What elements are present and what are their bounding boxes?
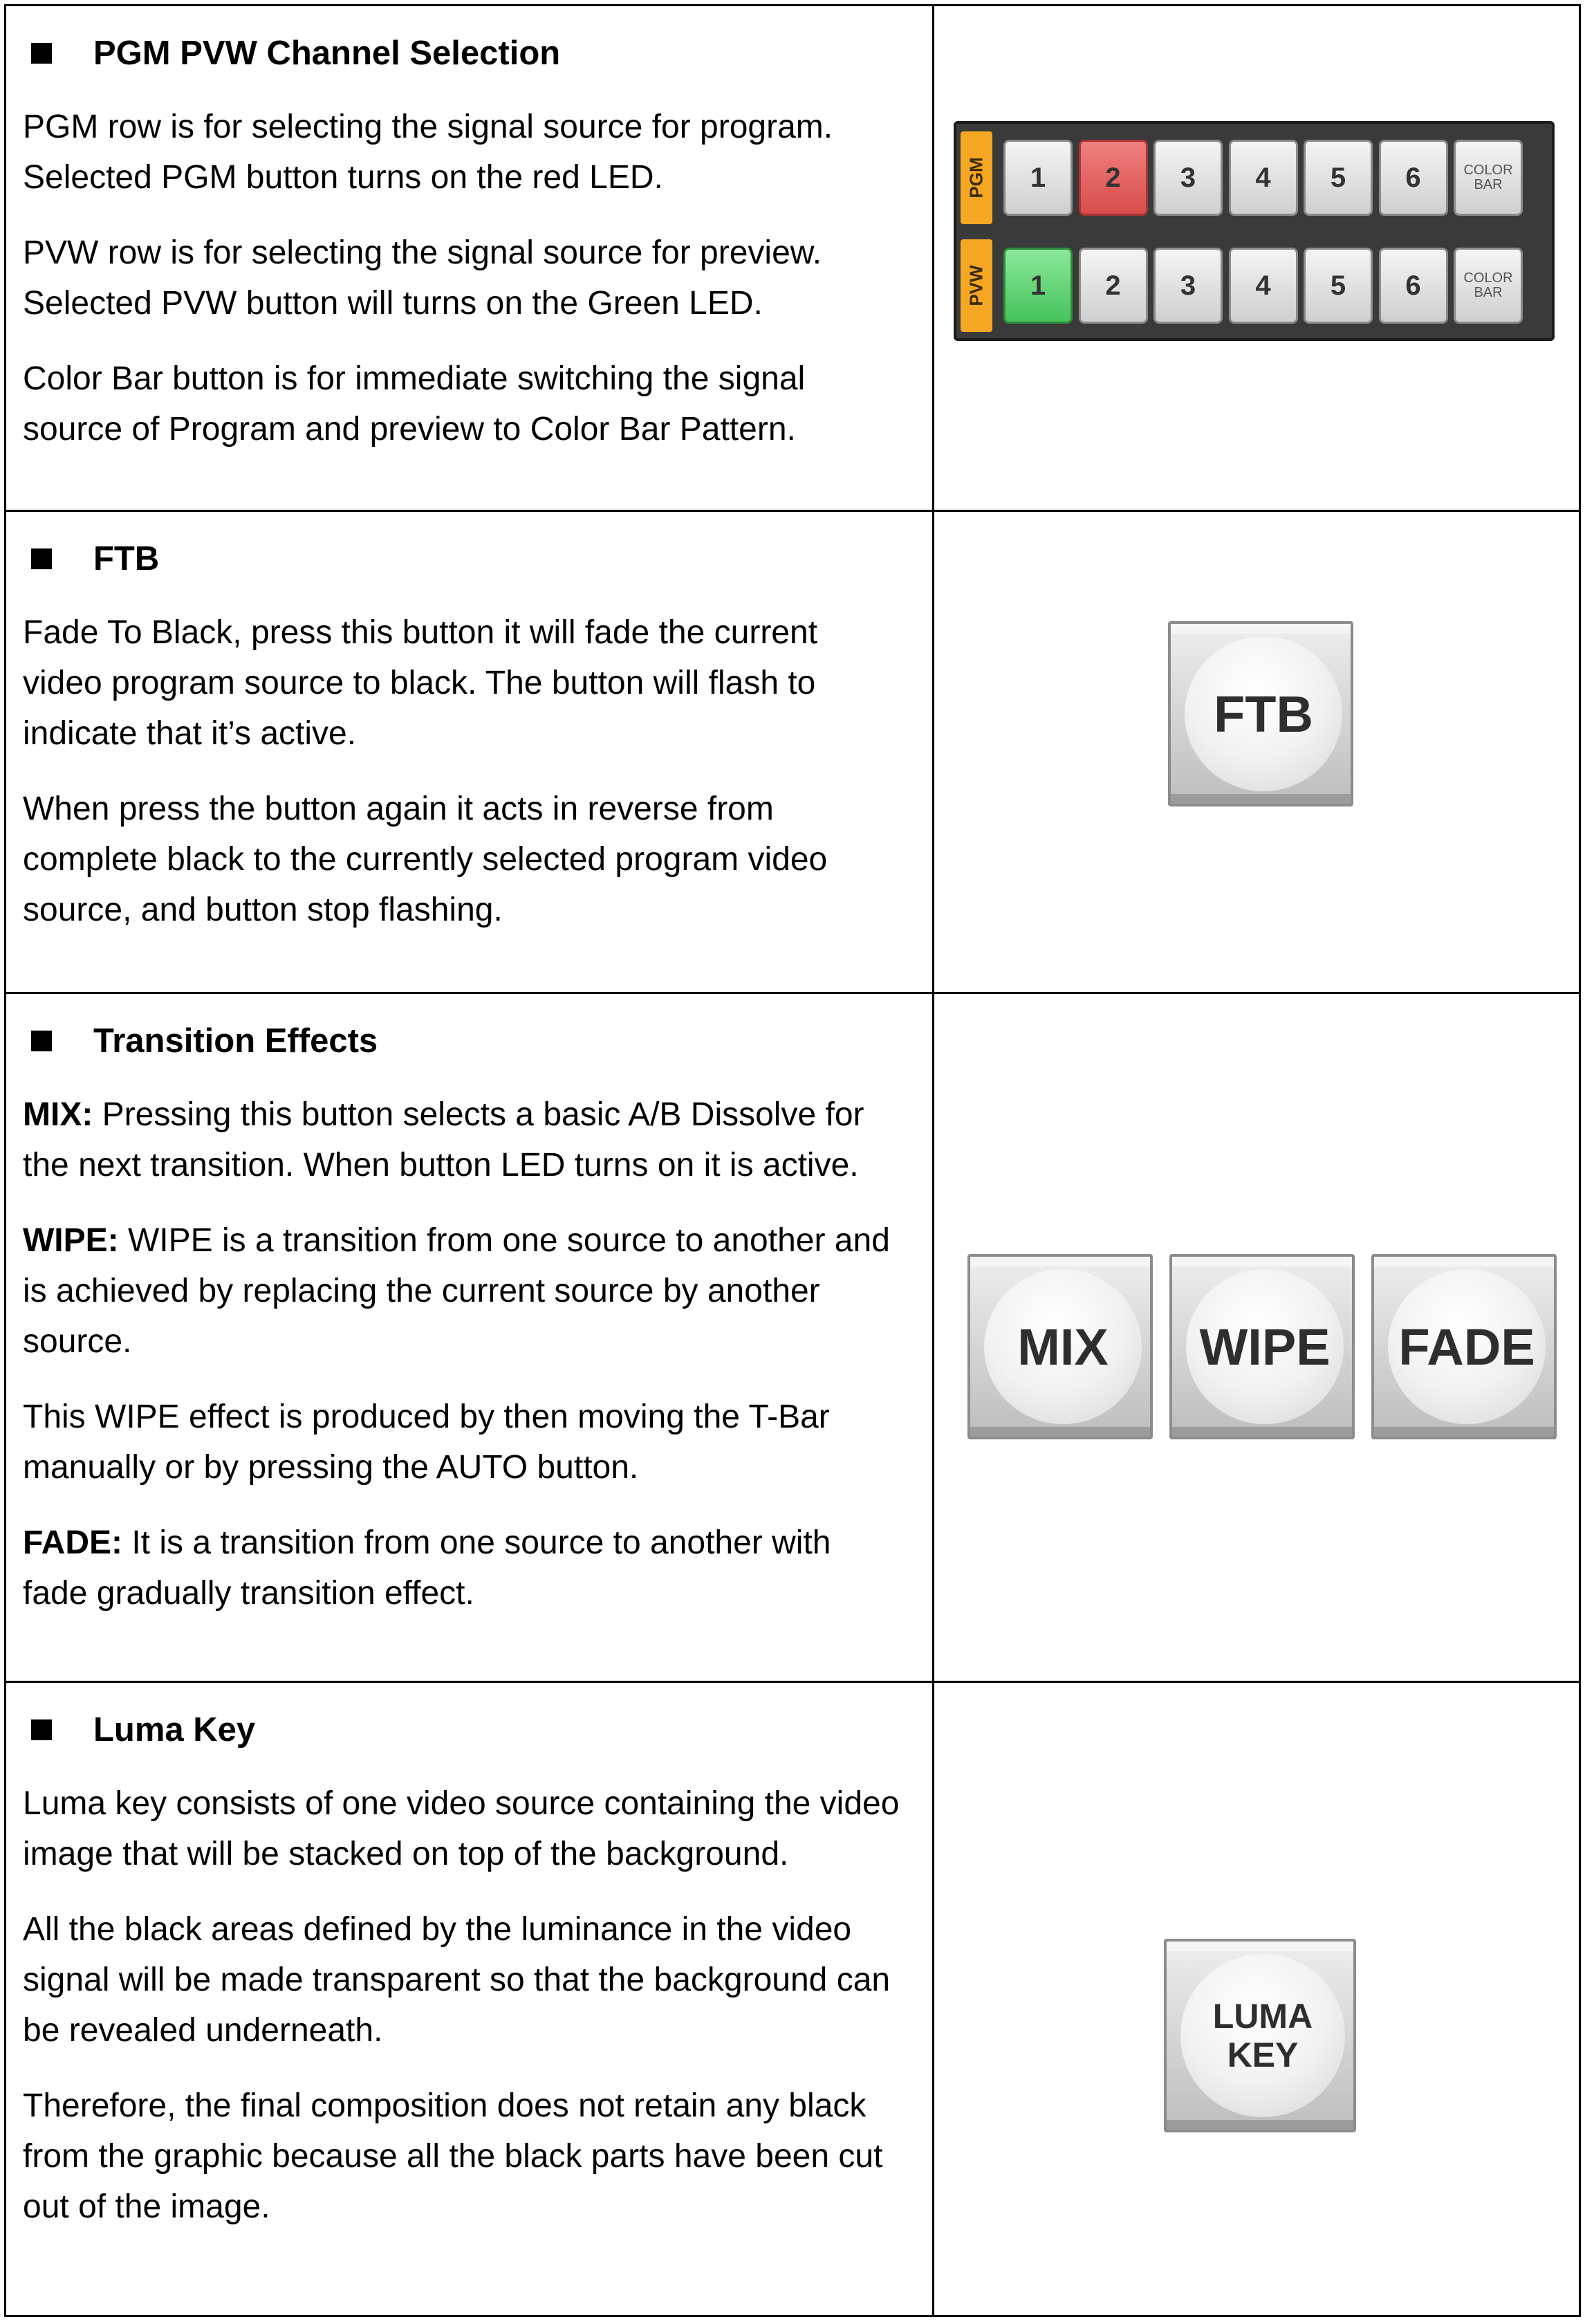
paragraph xyxy=(23,607,916,759)
key-text: COLOR xyxy=(1463,163,1513,178)
pgm-key-6[interactable]: 6 xyxy=(1379,140,1448,216)
text-line: Color Bar button is for immediate switching the signal xyxy=(23,360,806,397)
button-disc xyxy=(1185,636,1342,791)
pgm-key-2[interactable]: 2 xyxy=(1079,140,1148,216)
pgm-pvw-panel xyxy=(954,121,1555,341)
paragraph xyxy=(23,1778,916,1879)
section-row-ftb xyxy=(6,511,1580,993)
button-disc xyxy=(1186,1269,1344,1424)
mix-button[interactable] xyxy=(967,1254,1153,1439)
section-title: FTB xyxy=(93,540,160,578)
pgm-color-bar-key[interactable] xyxy=(1454,140,1523,216)
paragraph xyxy=(23,228,916,329)
paragraph xyxy=(23,784,916,935)
paragraph xyxy=(23,1215,916,1367)
luma-key-label xyxy=(1213,1997,1313,2074)
text-line: from the graphic because all the black parts have been cut xyxy=(23,2138,883,2175)
key-text: COLOR xyxy=(1463,270,1513,286)
section-text-cell xyxy=(6,1682,934,2316)
text-line: is achieved by replacing the current source by another xyxy=(23,1273,820,1309)
text-line: PVW row is for selecting the signal source for preview. xyxy=(23,234,822,271)
fade-button[interactable] xyxy=(1371,1254,1557,1439)
key-text: KEY xyxy=(1227,2036,1299,2074)
key-text: BAR xyxy=(1474,177,1503,192)
luma-key-button[interactable] xyxy=(1164,1939,1356,2132)
section-image-cell xyxy=(934,1682,1580,2316)
section-text-cell xyxy=(6,511,934,993)
section-title: PGM PVW Channel Selection xyxy=(93,35,561,72)
section-row-pgm-pvw xyxy=(6,6,1580,511)
square-bullet-icon xyxy=(31,1719,52,1740)
paragraph-lead: FADE: xyxy=(23,1524,122,1561)
paragraph xyxy=(23,353,916,454)
text-line: manually or by pressing the AUTO button. xyxy=(23,1449,639,1486)
text-line: source. xyxy=(23,1323,132,1360)
pvw-key-5[interactable]: 5 xyxy=(1304,248,1373,324)
pvw-key-2[interactable]: 2 xyxy=(1079,248,1148,324)
pvw-color-bar-key[interactable] xyxy=(1454,248,1523,324)
paragraph xyxy=(23,2081,916,2232)
text-line: be revealed underneath. xyxy=(23,2012,383,2049)
fade-label: FADE xyxy=(1398,1318,1535,1376)
paragraph-lead: WIPE: xyxy=(23,1222,119,1259)
text-line: Fade To Black, press this button it will fade the current xyxy=(23,614,818,651)
text-line: Selected PVW button will turns on the Green LED. xyxy=(23,285,763,322)
text-line: the next transition. When button LED turns on it is active. xyxy=(23,1147,859,1183)
key-text: BAR xyxy=(1474,285,1503,300)
button-disc xyxy=(1180,1954,1345,2117)
text-line: complete black to the currently selected program video xyxy=(23,841,828,878)
text-line: fade gradually transition effect. xyxy=(23,1575,474,1612)
text-line: indicate that it’s active. xyxy=(23,715,357,752)
text-line: Selected PGM button turns on the red LED. xyxy=(23,159,663,196)
section-heading xyxy=(23,33,916,74)
paragraph xyxy=(23,1392,916,1493)
text-line: Pressing this button selects a basic A/B Dissolve for xyxy=(93,1096,864,1133)
section-heading xyxy=(23,538,916,580)
pgm-row xyxy=(961,129,1529,226)
section-row-transition xyxy=(6,993,1580,1682)
text-line: PGM row is for selecting the signal source for program. xyxy=(23,109,833,145)
paragraph-lead: MIX: xyxy=(23,1096,93,1133)
text-line: This WIPE effect is produced by then moving the T-Bar xyxy=(23,1399,830,1435)
mix-label: MIX xyxy=(1017,1318,1109,1376)
pgm-key-1[interactable]: 1 xyxy=(1003,140,1073,216)
text-line: WIPE is a transition from one source to another and xyxy=(118,1222,890,1259)
section-heading xyxy=(23,1709,916,1751)
paragraph xyxy=(23,1904,916,2056)
section-text-cell xyxy=(6,6,934,511)
text-line: When press the button again it acts in reverse from xyxy=(23,791,774,827)
button-disc xyxy=(984,1269,1142,1424)
pgm-key-5[interactable]: 5 xyxy=(1304,140,1373,216)
section-row-luma-key xyxy=(6,1682,1580,2316)
paragraph xyxy=(23,102,916,203)
paragraph xyxy=(23,1089,916,1190)
wipe-button[interactable] xyxy=(1169,1254,1355,1439)
section-text-cell xyxy=(6,993,934,1682)
pvw-row-tag xyxy=(961,239,992,332)
section-image-cell xyxy=(934,993,1580,1682)
ftb-button[interactable] xyxy=(1168,621,1353,806)
pvw-key-6[interactable]: 6 xyxy=(1379,248,1448,324)
text-line: Luma key consists of one video source containing the video xyxy=(23,1785,900,1822)
text-line: signal will be made transparent so that the background can xyxy=(23,1962,891,1998)
pvw-row xyxy=(961,237,1529,334)
square-bullet-icon xyxy=(31,1031,52,1051)
paragraph xyxy=(23,1518,916,1618)
text-line: source, and button stop flashing. xyxy=(23,892,503,928)
section-heading xyxy=(23,1020,916,1062)
pvw-key-4[interactable]: 4 xyxy=(1229,248,1298,324)
text-line: It is a transition from one source to another with xyxy=(122,1524,831,1561)
section-title: Transition Effects xyxy=(93,1022,378,1060)
wipe-label: WIPE xyxy=(1199,1318,1331,1376)
key-text: LUMA xyxy=(1212,1997,1313,2036)
text-line: source of Program and preview to Color Bar Pattern. xyxy=(23,411,796,448)
manual-table xyxy=(4,4,1581,2317)
square-bullet-icon xyxy=(31,43,52,64)
text-line: Therefore, the final composition does not retain any black xyxy=(23,2087,866,2124)
ftb-label: FTB xyxy=(1214,685,1313,743)
pvw-key-3[interactable]: 3 xyxy=(1153,248,1223,324)
square-bullet-icon xyxy=(31,548,52,569)
button-disc xyxy=(1388,1269,1546,1424)
pgm-key-4[interactable]: 4 xyxy=(1229,140,1298,216)
text-line: out of the image. xyxy=(23,2188,270,2225)
pvw-key-1[interactable]: 1 xyxy=(1003,248,1073,324)
section-image-cell xyxy=(934,511,1580,993)
text-line: image that will be stacked on top of the background. xyxy=(23,1836,789,1872)
pvw-label: PVW xyxy=(965,265,987,306)
text-line: video program source to black. The button will flash to xyxy=(23,665,816,701)
pgm-label: PGM xyxy=(965,157,987,199)
pgm-row-tag xyxy=(961,131,992,224)
pgm-key-3[interactable]: 3 xyxy=(1153,140,1223,216)
section-title: Luma Key xyxy=(93,1711,256,1749)
section-image-cell xyxy=(934,6,1580,511)
text-line: All the black areas defined by the luminance in the video xyxy=(23,1911,852,1948)
